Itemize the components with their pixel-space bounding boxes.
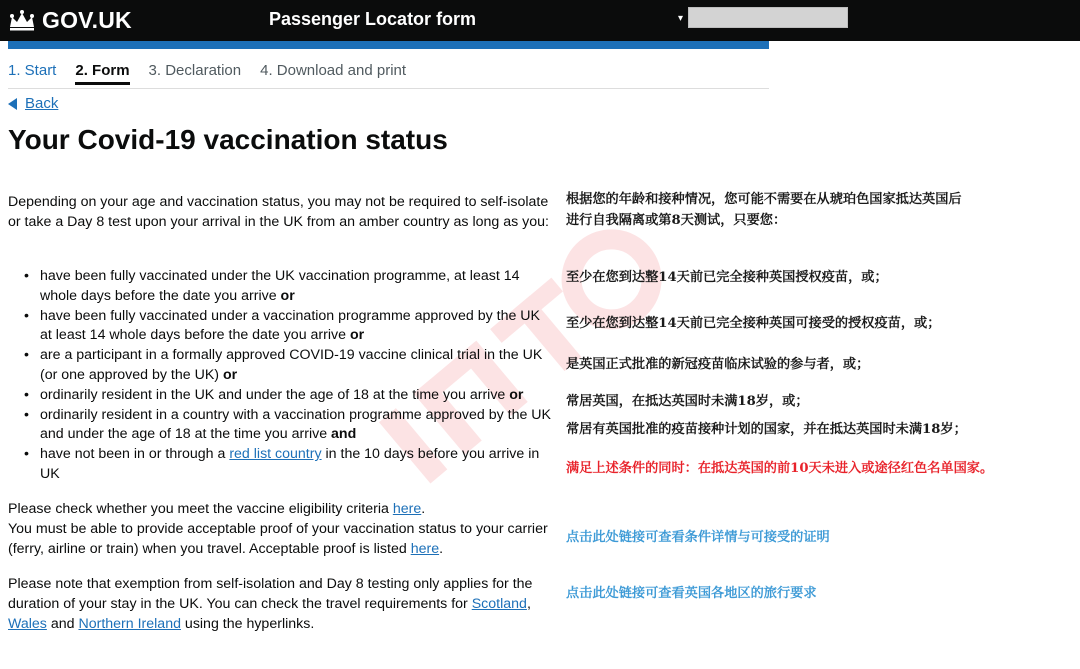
step-download: 4. Download and print (260, 62, 407, 79)
zh-criterion-4: 常居英国，在抵达英国时未满18岁，或； (566, 394, 809, 409)
step-declaration: 3. Declaration (148, 62, 242, 79)
zh-intro-line-1: 根据您的年龄和接种情况，您可能不需要在从琥珀色国家抵达英国后 (566, 192, 962, 207)
dropdown-arrow-icon[interactable]: ▾ (678, 13, 684, 24)
logo-text: GOV.UK (42, 6, 132, 33)
step-form[interactable]: 2. Form (75, 62, 129, 85)
zh-criterion-6: 满足上述条件的同时：在抵达英国的前10天未进入或途径红色名单国家。 (566, 461, 994, 476)
back-arrow-icon (8, 98, 17, 110)
redacted-language-select[interactable] (688, 7, 848, 28)
zh-criterion-5: 常居有英国批准的疫苗接种计划的国家，并在抵达英国时未满18岁； (566, 422, 967, 437)
eligibility-criteria-link[interactable]: here (392, 501, 422, 517)
service-name[interactable]: Passenger Locator form (269, 9, 477, 29)
zh-criterion-2: 至少在您到达整14天前已完全接种英国可接受的授权疫苗，或； (566, 316, 941, 331)
criteria-list (24, 267, 554, 485)
scotland-link[interactable]: Scotland (471, 595, 527, 612)
exemption-note: Please note that exemption from self-isolation and Day 8 testing only applies for the duration of your stay in the UK. You can check the travel requirements for Scotland, Wales and Northern Ireland using the hyperlinks. (8, 576, 533, 632)
list-item: • have been fully vaccinated under a vaccination programme approved by the UK at least 14 whole days before the date you arrive or (24, 307, 554, 347)
back-label: Back (25, 95, 59, 112)
eligibility-text: Please check whether you meet the vaccine eligibility criteria here. You must be able to provide acceptable proof of your vaccination status to your carrier (ferry, airline or train) when you travel. Acceptable proof is listed here. (8, 501, 548, 557)
list-item: • have been fully vaccinated under the UK vaccination programme, at least 14 whole days before the date you arrive or (24, 267, 554, 307)
list-item: • ordinarily resident in a country with a vaccination programme approved by the UK and under the age of 18 at the time you arrive and (24, 406, 554, 446)
intro-text: Depending on your age and vaccination status, you may not be required to self-isolate or take a Day 8 test upon your arrival in the UK from an amber country as long as you: (8, 194, 549, 230)
list-item: • have not been in or through a red list country in the 10 days before you arrive in UK (24, 445, 554, 485)
zh-link-regions: 点击此处链接可查看英国各地区的旅行要求 (566, 586, 817, 601)
list-item: • are a participant in a formally approved COVID-19 vaccine clinical trial in the UK (or one approved by the UK) or (24, 346, 554, 386)
zh-link-eligibility: 点击此处链接可查看条件详情与可接受的证明 (566, 530, 830, 545)
back-link[interactable] (8, 95, 58, 112)
wales-link[interactable]: Wales (8, 615, 47, 632)
crown-icon (8, 9, 36, 31)
govuk-logo[interactable] (8, 7, 132, 33)
zh-intro-line-2: 进行自我隔离或第8天测试，只要您： (566, 213, 787, 228)
step-start[interactable]: 1. Start (8, 62, 57, 79)
acceptable-proof-link[interactable]: here (410, 540, 440, 557)
northern-ireland-link[interactable]: Northern Ireland (78, 615, 181, 632)
zh-criterion-1: 至少在您到达整14天前已完全接种英国授权疫苗，或； (566, 270, 888, 285)
step-divider (8, 88, 769, 89)
page-title: Your Covid-19 vaccination status (8, 124, 448, 155)
red-list-country-link[interactable]: red list country (229, 446, 322, 463)
list-item: • ordinarily resident in the UK and under the age of 18 at the time you arrive or (24, 386, 554, 406)
site-header (0, 0, 1080, 41)
header-accent-bar (8, 41, 769, 49)
step-navigation (8, 62, 425, 85)
zh-criterion-3: 是英国正式批准的新冠疫苗临床试验的参与者，或； (566, 357, 870, 372)
